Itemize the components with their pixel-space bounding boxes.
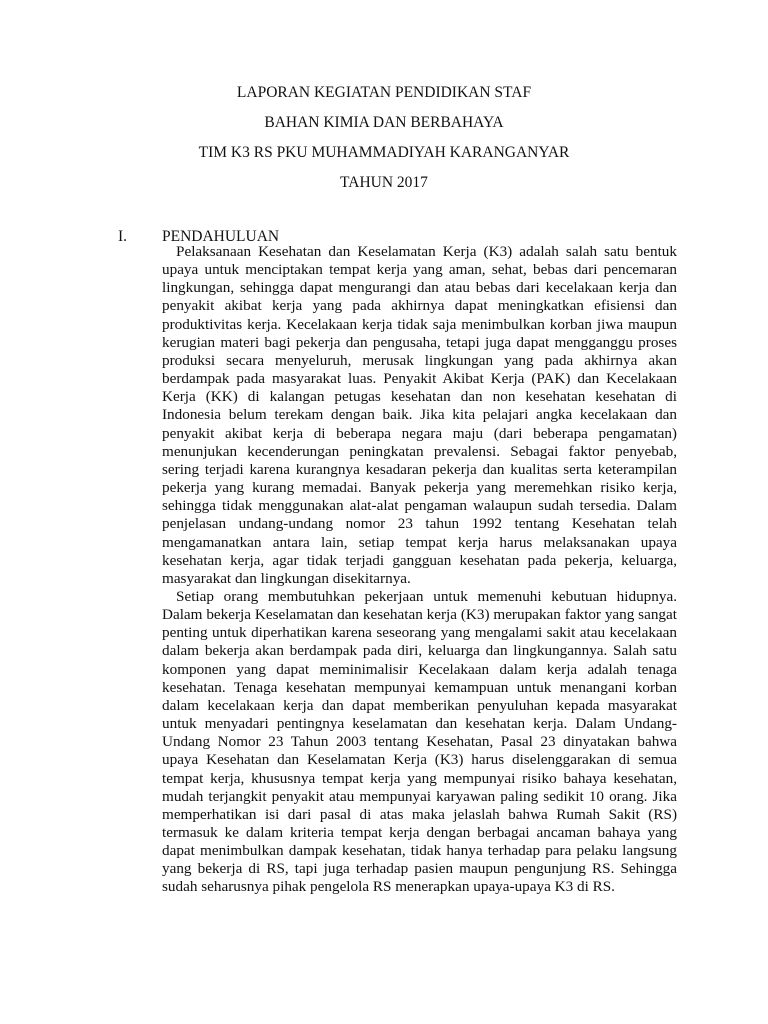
paragraph-1: Pelaksanaan Kesehatan dan Keselamatan Kerja (K3) adalah salah satu bentuk upaya untuk menciptakan tempat kerja yang aman, sehat, bebas dari pencemaran lingkungan, sehingga dapat mengurangi dan atau bebas dari kecelakaan kerja dan penyakit akibat kerja yang pada akhirnya dapat meningkatkan efisiensi dan produktivitas kerja. Kecelakaan kerja tidak saja menimbulkan korban jiwa maupun kerugian materi bagi pekerja dan pengusaha, tetapi juga dapat mengganggu proses produksi secara menyeluruh, merusak lingkungan yang pada akhirnya akan berdampak pada masyarakat luas. Penyakit Akibat Kerja (PAK) dan Kecelakaan Kerja (KK) di kalangan petugas kesehatan dan non kesehatan kesehatan di Indonesia belum terekam dengan baik. Jika kita pelajari angka kecelakaan dan penyakit akibat kerja di beberapa negara maju (dari beberapa pengamatan) menunjukan kecenderungan peningkatan prevalensi. Sebagai faktor penyebab, sering terjadi karena kurangnya kesadaran pekerja dan kualitas serta keterampilan pekerja yang kurang memadai. Banyak pekerja yang meremehkan risiko kerja, sehingga tidak menggunakan alat-alat pengaman walaupun sudah tersedia. Dalam penjelasan undang-undang nomor 23 tahun 1992 tentang Kesehatan telah mengamanatkan antara lain, setiap tempat kerja harus melaksanakan upaya kesehatan kerja, agar tidak terjadi gangguan kesehatan pada pekerja, keluarga, masyarakat dan lingkungan disekitarnya. [162,243,677,587]
title-line-3: TIM K3 RS PKU MUHAMMADIYAH KARANGANYAR [198,144,570,161]
section-heading [0,222,768,245]
paragraph-2: Setiap orang membutuhkan pekerjaan untuk memenuhi kebutuan hidupnya. Dalam bekerja Keselamatan dan kesehatan kerja (K3) merupakan faktor yang sangat penting untuk diperhatikan karena seseorang yang mengalami sakit atau kecelakaan dalam bekerja akan berdampak pada diri, keluarga dan lingkungannya. Salah satu komponen yang dapat meminimalisir Kecelakaan dalam kerja adalah tenaga kesehatan. Tenaga kesehatan mempunyai kemampuan untuk menangani korban dalam kecelakaan kerja dan dapat memberikan penyuluhan kepada masyarakat untuk menyadari pentingnya keselamatan dan kesehatan kerja. Dalam Undang-Undang Nomor 23 Tahun 2003 tentang Kesehatan, Pasal 23 dinyatakan bahwa upaya Kesehatan dan Keselamatan Kerja (K3) harus diselenggarakan di semua tempat kerja, khususnya tempat kerja yang mempunyai risiko bahaya kesehatan, mudah terjangkit penyakit atau mempunyai karyawan paling sedikit 10 orang. Jika memperhatikan isi dari pasal di atas maka jelaslah bahwa Rumah Sakit (RS) termasuk ke dalam kriteria tempat kerja dengan berbagai ancaman bahaya yang dapat menimbulkan dampak kesehatan, tidak hanya terhadap para pelaku langsung yang bekerja di RS, tapi juga terhadap pasien maupun pengunjung RS. Sehingga sudah seharusnya pihak pengelola RS menerapkan upaya-upaya K3 di RS. [162,587,677,896]
title-line-1: LAPORAN KEGIATAN PENDIDIKAN STAF [236,84,532,101]
title-line-4: TAHUN 2017 [340,174,428,191]
title-line-2: BAHAN KIMIA DAN BERBAHAYA [264,114,504,131]
document-title-block [0,84,768,204]
section-body [162,243,677,897]
section-number: I. [118,228,128,245]
section-title: PENDAHULUAN [162,228,280,245]
